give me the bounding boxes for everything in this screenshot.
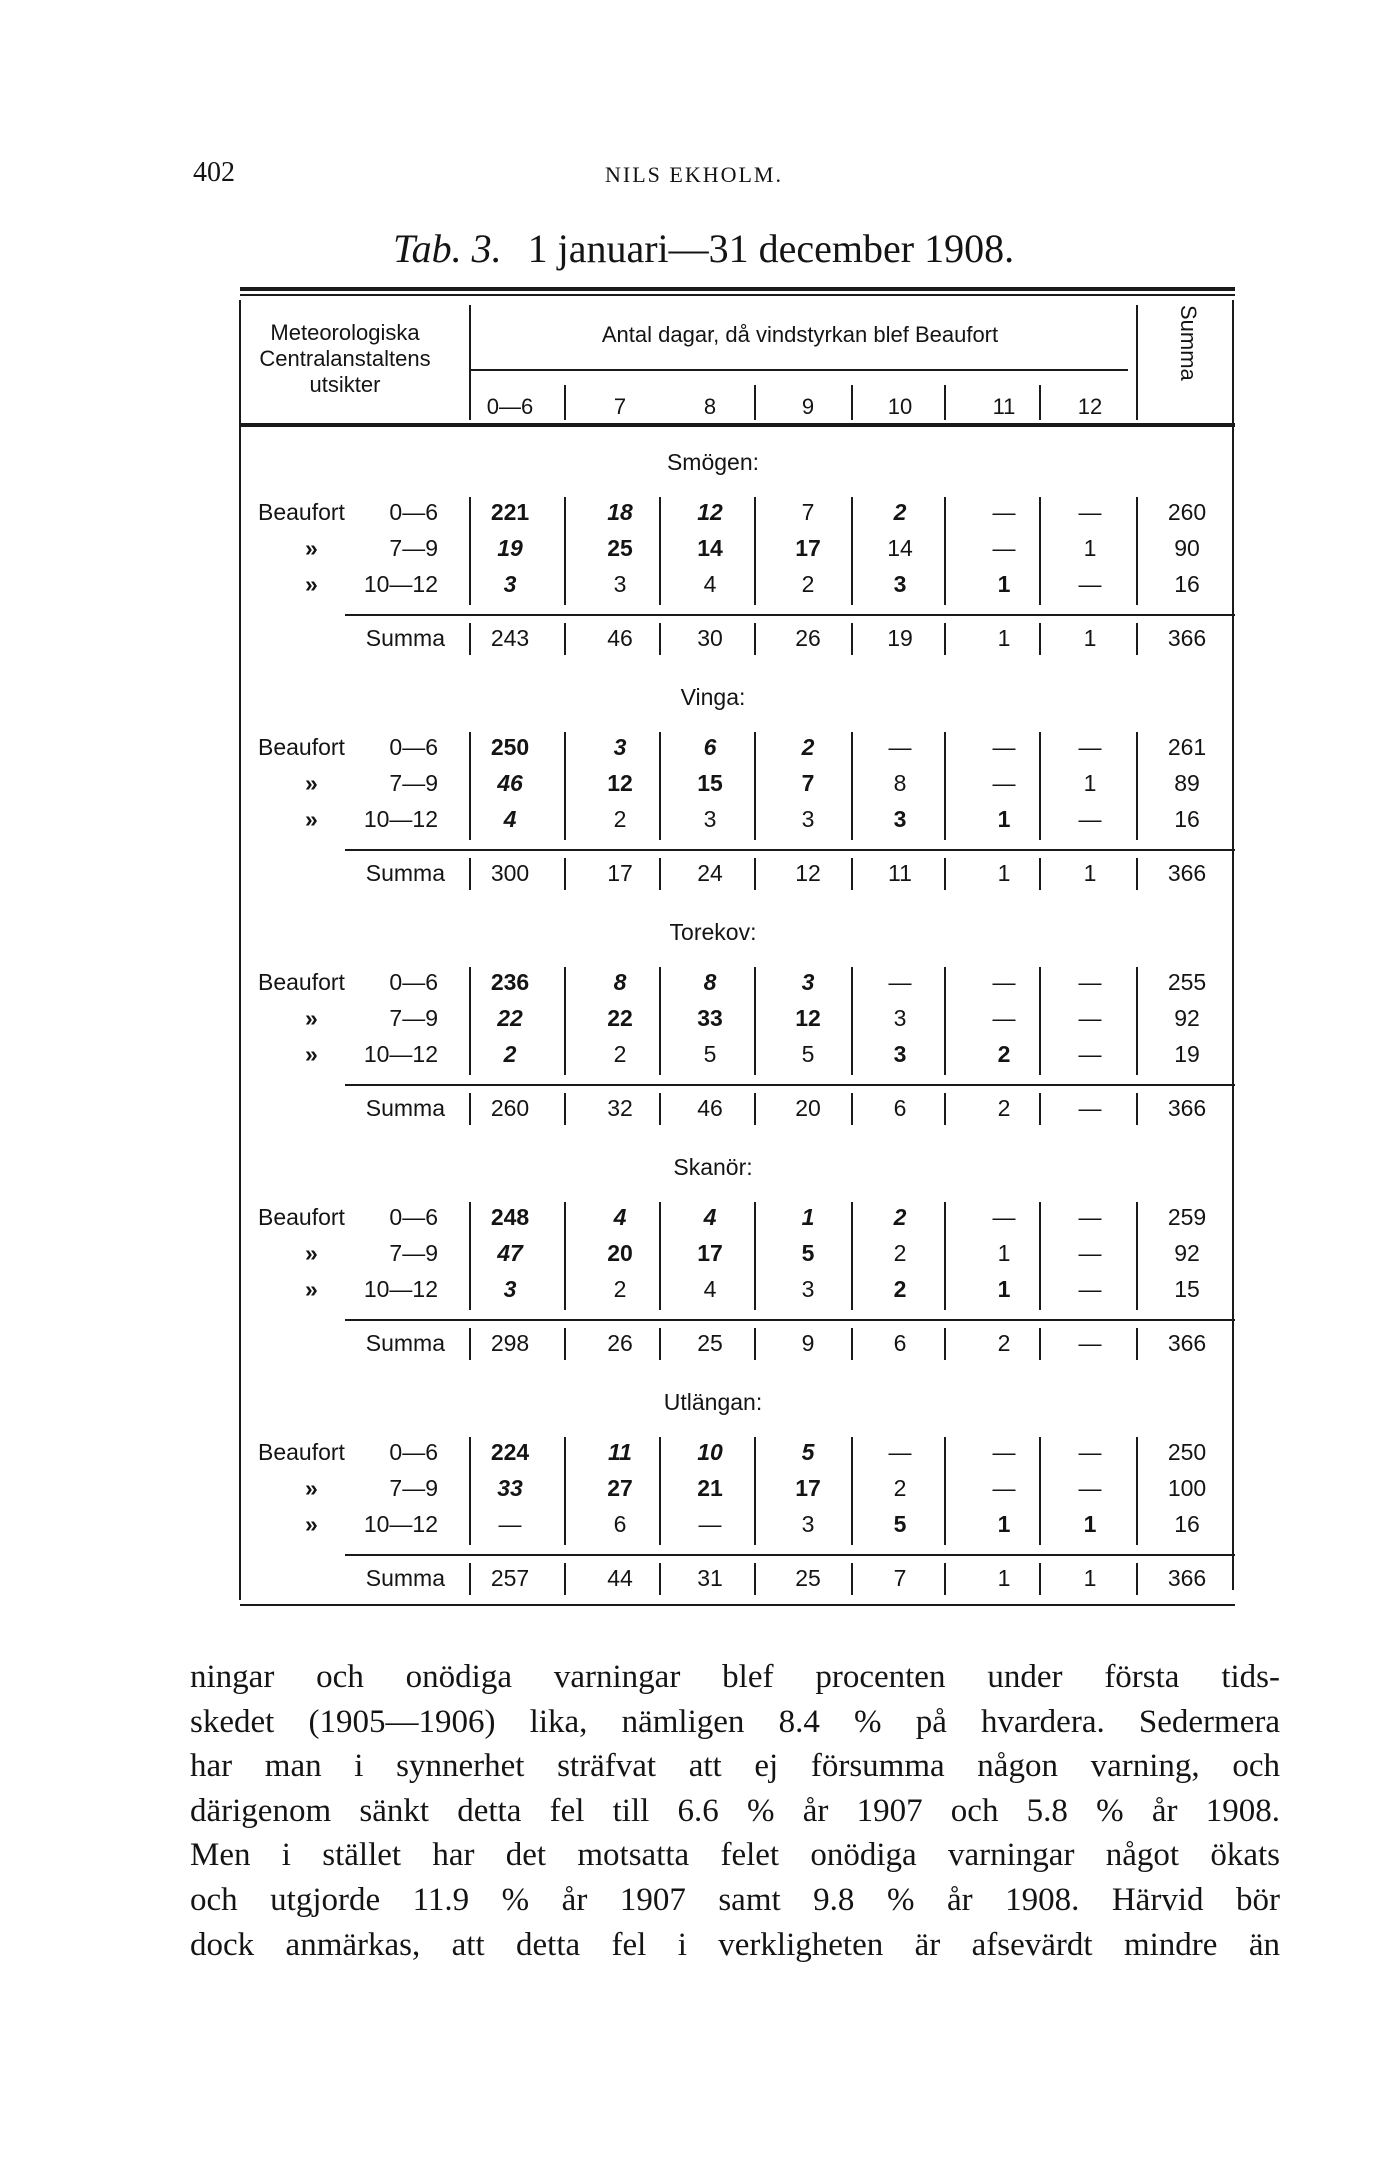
table-cell: — <box>1078 734 1102 760</box>
row-label-ditto: » <box>305 1041 318 1067</box>
table-cell: 5 <box>801 1439 815 1465</box>
table-cell: — <box>498 1511 522 1537</box>
page-number: 402 <box>193 157 235 188</box>
table-cell: 250 <box>490 734 530 760</box>
body-line: Men i stället har det motsatta felet onödiga varningar något ökats <box>190 1837 1280 1874</box>
summa-cell: — <box>1078 1330 1102 1356</box>
row-label-ditto: » <box>305 535 318 561</box>
table-cell: 260 <box>1167 499 1207 525</box>
table-cell: 18 <box>607 499 633 525</box>
table-cell: 21 <box>697 1475 723 1501</box>
table-cell: — <box>888 969 912 995</box>
summa-cell: 12 <box>795 860 821 886</box>
table-cell: — <box>1078 571 1102 597</box>
table-cell: — <box>1078 1041 1102 1067</box>
summa-cell: — <box>1078 1095 1102 1121</box>
summa-cell: 260 <box>490 1095 530 1121</box>
table-cell: — <box>992 969 1016 995</box>
table-cell: 7 <box>801 770 815 796</box>
table-cell: 2 <box>801 571 815 597</box>
running-header-author: NILS EKHOLM. <box>605 162 783 187</box>
station-name: Torekov: <box>669 919 757 945</box>
table-cell: 1 <box>997 1511 1011 1537</box>
summa-cell: 24 <box>697 860 723 886</box>
table-cell: 22 <box>497 1005 523 1031</box>
table-cell: 46 <box>497 770 523 796</box>
row-label-range: 7—9 <box>389 770 438 796</box>
table-cell: 1 <box>997 571 1011 597</box>
table-cell: 3 <box>893 1005 907 1031</box>
row-label-range: 0—6 <box>389 499 438 525</box>
table-cell: 89 <box>1174 770 1200 796</box>
summa-cell: 20 <box>795 1095 821 1121</box>
table-cell: — <box>1078 1276 1102 1302</box>
summa-cell: 366 <box>1167 1095 1207 1121</box>
table-cell: 3 <box>503 1276 517 1302</box>
table-cell: 248 <box>490 1204 530 1230</box>
table-cell: 1 <box>1083 535 1097 561</box>
body-line: har man i synnerhet sträfvat att ej försumma någon varning, och <box>190 1748 1280 1785</box>
table-cell: — <box>1078 499 1102 525</box>
table-cell: 3 <box>893 1041 907 1067</box>
summa-cell: 26 <box>607 1330 633 1356</box>
summa-cell: 257 <box>490 1565 530 1591</box>
column-header: 11 <box>992 394 1016 419</box>
summa-cell: 1 <box>1083 860 1097 886</box>
summa-cell: 366 <box>1167 1565 1207 1591</box>
table-cell: 2 <box>801 734 815 760</box>
table-cell: 14 <box>697 535 723 561</box>
summa-label: Summa <box>365 1330 445 1356</box>
summa-label: Summa <box>365 1095 445 1121</box>
table-cell: — <box>1078 1439 1102 1465</box>
table-cell: — <box>992 770 1016 796</box>
row-label-ditto: » <box>305 770 318 796</box>
table-cell: 3 <box>613 571 627 597</box>
table-cell: 92 <box>1174 1240 1200 1266</box>
summa-cell: 30 <box>697 625 723 651</box>
table-cell: 12 <box>795 1005 821 1031</box>
table-cell: 33 <box>697 1005 723 1031</box>
table-cell: 2 <box>503 1041 517 1067</box>
table-cell: 261 <box>1167 734 1207 760</box>
table-cell: — <box>888 734 912 760</box>
row-label-beaufort: Beaufort <box>258 969 345 995</box>
summa-cell: 46 <box>607 625 633 651</box>
table-cell: 2 <box>893 499 907 525</box>
summa-cell: 2 <box>997 1330 1011 1356</box>
table-cell: 100 <box>1167 1475 1207 1501</box>
summa-cell: 366 <box>1167 860 1207 886</box>
table-cell: 47 <box>497 1240 523 1266</box>
table-cell: 19 <box>1174 1041 1200 1067</box>
station-name: Skanör: <box>673 1154 753 1180</box>
row-label-beaufort: Beaufort <box>258 1204 345 1230</box>
table-cell: — <box>992 535 1016 561</box>
row-label-range: 0—6 <box>389 969 438 995</box>
row-label-range: 7—9 <box>389 535 438 561</box>
table-cell: 259 <box>1167 1204 1207 1230</box>
table-cell: 90 <box>1174 535 1200 561</box>
row-label-beaufort: Beaufort <box>258 1439 345 1465</box>
summa-cell: 1 <box>997 1565 1011 1591</box>
station-name: Utlängan: <box>663 1389 763 1415</box>
row-label-range: 7—9 <box>389 1005 438 1031</box>
summa-cell: 17 <box>607 860 633 886</box>
column-header: 9 <box>801 394 815 419</box>
summa-cell: 366 <box>1167 625 1207 651</box>
table-cell: 8 <box>613 969 627 995</box>
table-cell: 255 <box>1167 969 1207 995</box>
table-cell: 221 <box>490 499 530 525</box>
table-cell: — <box>992 1204 1016 1230</box>
body-line: dock anmärkas, att detta fel i verkligheten är afsevärdt mindre än <box>190 1926 1280 1963</box>
table-cell: — <box>1078 1240 1102 1266</box>
row-header-text: utsikter <box>309 372 381 397</box>
summa-cell: 2 <box>997 1095 1011 1121</box>
row-label-range: 7—9 <box>389 1475 438 1501</box>
body-line: därigenom sänkt detta fel till 6.6 % år 1907 och 5.8 % år 1908. <box>190 1792 1280 1829</box>
table-title: 1 januari—31 december 1908. <box>527 226 1015 271</box>
table-cell: 5 <box>801 1041 815 1067</box>
table-cell: 27 <box>607 1475 633 1501</box>
table-cell: 3 <box>893 806 907 832</box>
row-label-range: 10—12 <box>363 806 438 832</box>
row-label-range: 10—12 <box>363 1041 438 1067</box>
table-cell: — <box>1078 1475 1102 1501</box>
row-label-range: 10—12 <box>363 1511 438 1537</box>
table-cell: 250 <box>1167 1439 1207 1465</box>
table-cell: 3 <box>503 571 517 597</box>
summa-cell: 46 <box>697 1095 723 1121</box>
table-cell: 3 <box>613 734 627 760</box>
row-label-ditto: » <box>305 571 318 597</box>
station-name: Vinga: <box>680 684 746 710</box>
table-cell: 3 <box>801 1511 815 1537</box>
column-header: 10 <box>887 394 913 419</box>
table-cell: 2 <box>613 806 627 832</box>
table-cell: 11 <box>608 1439 632 1465</box>
row-label-range: 7—9 <box>389 1240 438 1266</box>
summa-cell: 31 <box>697 1565 723 1591</box>
summa-cell: 1 <box>1083 1565 1097 1591</box>
summa-cell: 1 <box>997 860 1011 886</box>
table-cell: 4 <box>703 571 717 597</box>
summa-cell: 7 <box>893 1565 907 1591</box>
table-cell: 1 <box>1083 1511 1097 1537</box>
row-label-range: 0—6 <box>389 1204 438 1230</box>
table-cell: — <box>992 1475 1016 1501</box>
table-cell: — <box>888 1439 912 1465</box>
body-paragraph <box>190 1655 1280 1967</box>
table-cell: 22 <box>607 1005 633 1031</box>
table-cell: 19 <box>497 535 523 561</box>
table-cell: 3 <box>801 806 815 832</box>
summa-cell: 25 <box>697 1330 723 1356</box>
table-cell: 1 <box>801 1204 815 1230</box>
table-cell: — <box>992 1439 1016 1465</box>
summa-cell: 32 <box>607 1095 633 1121</box>
table-cell: — <box>1078 1204 1102 1230</box>
row-label-ditto: » <box>305 1276 318 1302</box>
table-cell: 3 <box>801 1276 815 1302</box>
column-header: 0—6 <box>486 394 534 419</box>
table-cell: 2 <box>997 1041 1011 1067</box>
summa-cell: 26 <box>795 625 821 651</box>
table-cell: 2 <box>893 1475 907 1501</box>
table-cell: 3 <box>801 969 815 995</box>
table-cell: 224 <box>490 1439 530 1465</box>
table-cell: 236 <box>490 969 530 995</box>
row-label-ditto: » <box>305 1511 318 1537</box>
table-cell: 3 <box>703 806 717 832</box>
table-cell: — <box>992 734 1016 760</box>
table-cell: 17 <box>795 535 821 561</box>
table-cell: — <box>992 499 1016 525</box>
table-cell: 6 <box>613 1511 627 1537</box>
table-cell: 8 <box>893 770 907 796</box>
summa-label: Summa <box>365 860 445 886</box>
table-cell: 17 <box>697 1240 723 1266</box>
table-cell: 2 <box>893 1240 907 1266</box>
table-cell: 14 <box>887 535 913 561</box>
body-line: ningar och onödiga varningar blef procenten under första tids- <box>190 1659 1280 1695</box>
table-cell: 1 <box>997 1276 1011 1302</box>
summa-cell: 298 <box>490 1330 530 1356</box>
summa-cell: 44 <box>607 1565 633 1591</box>
table-cell: 33 <box>497 1475 523 1501</box>
table-cell: 4 <box>613 1204 627 1230</box>
body-line: och utgjorde 11.9 % år 1907 samt 9.8 % år 1908. Härvid bör <box>190 1881 1280 1918</box>
table-cell: 16 <box>1174 571 1200 597</box>
table-cell: 92 <box>1174 1005 1200 1031</box>
row-header-text: Meteorologiska <box>270 320 420 345</box>
table-cell: 12 <box>607 770 633 796</box>
summa-cell: 9 <box>801 1330 815 1356</box>
summa-cell: 1 <box>1083 625 1097 651</box>
table-cell: — <box>1078 1005 1102 1031</box>
summa-label: Summa <box>365 625 445 651</box>
group-header: Antal dagar, då vindstyrkan blef Beaufort <box>601 322 999 347</box>
summa-label: Summa <box>365 1565 445 1591</box>
table-cell: 15 <box>1174 1276 1200 1302</box>
row-label-beaufort: Beaufort <box>258 734 345 760</box>
table-cell: 2 <box>893 1204 907 1230</box>
table-cell: 17 <box>795 1475 821 1501</box>
table-cell: 25 <box>607 535 633 561</box>
table-cell: 5 <box>801 1240 815 1266</box>
table-cell: 1 <box>1083 770 1097 796</box>
row-label-range: 10—12 <box>363 571 438 597</box>
summa-cell: 25 <box>795 1565 821 1591</box>
summa-cell: 6 <box>893 1330 907 1356</box>
row-label-beaufort: Beaufort <box>258 499 345 525</box>
table-cell: 2 <box>613 1276 627 1302</box>
row-label-range: 0—6 <box>389 1439 438 1465</box>
row-label-ditto: » <box>305 1475 318 1501</box>
table-cell: 15 <box>697 770 723 796</box>
table-cell: 5 <box>703 1041 717 1067</box>
table-cell: 1 <box>997 806 1011 832</box>
summa-cell: 366 <box>1167 1330 1207 1356</box>
table-cell: 16 <box>1174 1511 1200 1537</box>
table-cell: 12 <box>697 499 723 525</box>
table-cell: 8 <box>703 969 717 995</box>
table-cell: 20 <box>607 1240 633 1266</box>
table-cell: 3 <box>893 571 907 597</box>
table-cell: 5 <box>893 1511 907 1537</box>
column-header: 7 <box>613 394 627 419</box>
summa-cell: 19 <box>887 625 913 651</box>
table-cell: — <box>698 1511 722 1537</box>
table-cell: 4 <box>503 806 517 832</box>
summa-cell: 300 <box>490 860 530 886</box>
table-cell: 4 <box>703 1204 717 1230</box>
table-cell: 6 <box>703 734 717 760</box>
column-header: 12 <box>1077 394 1103 419</box>
row-label-range: 0—6 <box>389 734 438 760</box>
table-cell: 4 <box>703 1276 717 1302</box>
table-cell: 7 <box>801 499 815 525</box>
summa-cell: 6 <box>893 1095 907 1121</box>
summa-cell: 243 <box>490 625 530 651</box>
table-cell: — <box>1078 969 1102 995</box>
column-header: 8 <box>703 394 717 419</box>
row-label-ditto: » <box>305 1240 318 1266</box>
row-label-ditto: » <box>305 806 318 832</box>
table-cell: — <box>992 1005 1016 1031</box>
column-header-summa: Summa <box>1176 305 1202 381</box>
row-header-text: Centralanstaltens <box>259 346 431 371</box>
station-name: Smögen: <box>666 449 760 475</box>
row-label-range: 10—12 <box>363 1276 438 1302</box>
table-cell: 16 <box>1174 806 1200 832</box>
table-cell: 2 <box>613 1041 627 1067</box>
body-line: skedet (1905—1906) lika, nämligen 8.4 % på hvardera. Sedermera <box>190 1703 1280 1740</box>
summa-cell: 1 <box>997 625 1011 651</box>
table-cell: 1 <box>997 1240 1011 1266</box>
table-number: Tab. 3. <box>393 226 502 271</box>
table-cell: 10 <box>697 1439 723 1465</box>
table-cell: — <box>1078 806 1102 832</box>
table-cell: 2 <box>893 1276 907 1302</box>
summa-cell: 11 <box>888 860 912 886</box>
row-label-ditto: » <box>305 1005 318 1031</box>
